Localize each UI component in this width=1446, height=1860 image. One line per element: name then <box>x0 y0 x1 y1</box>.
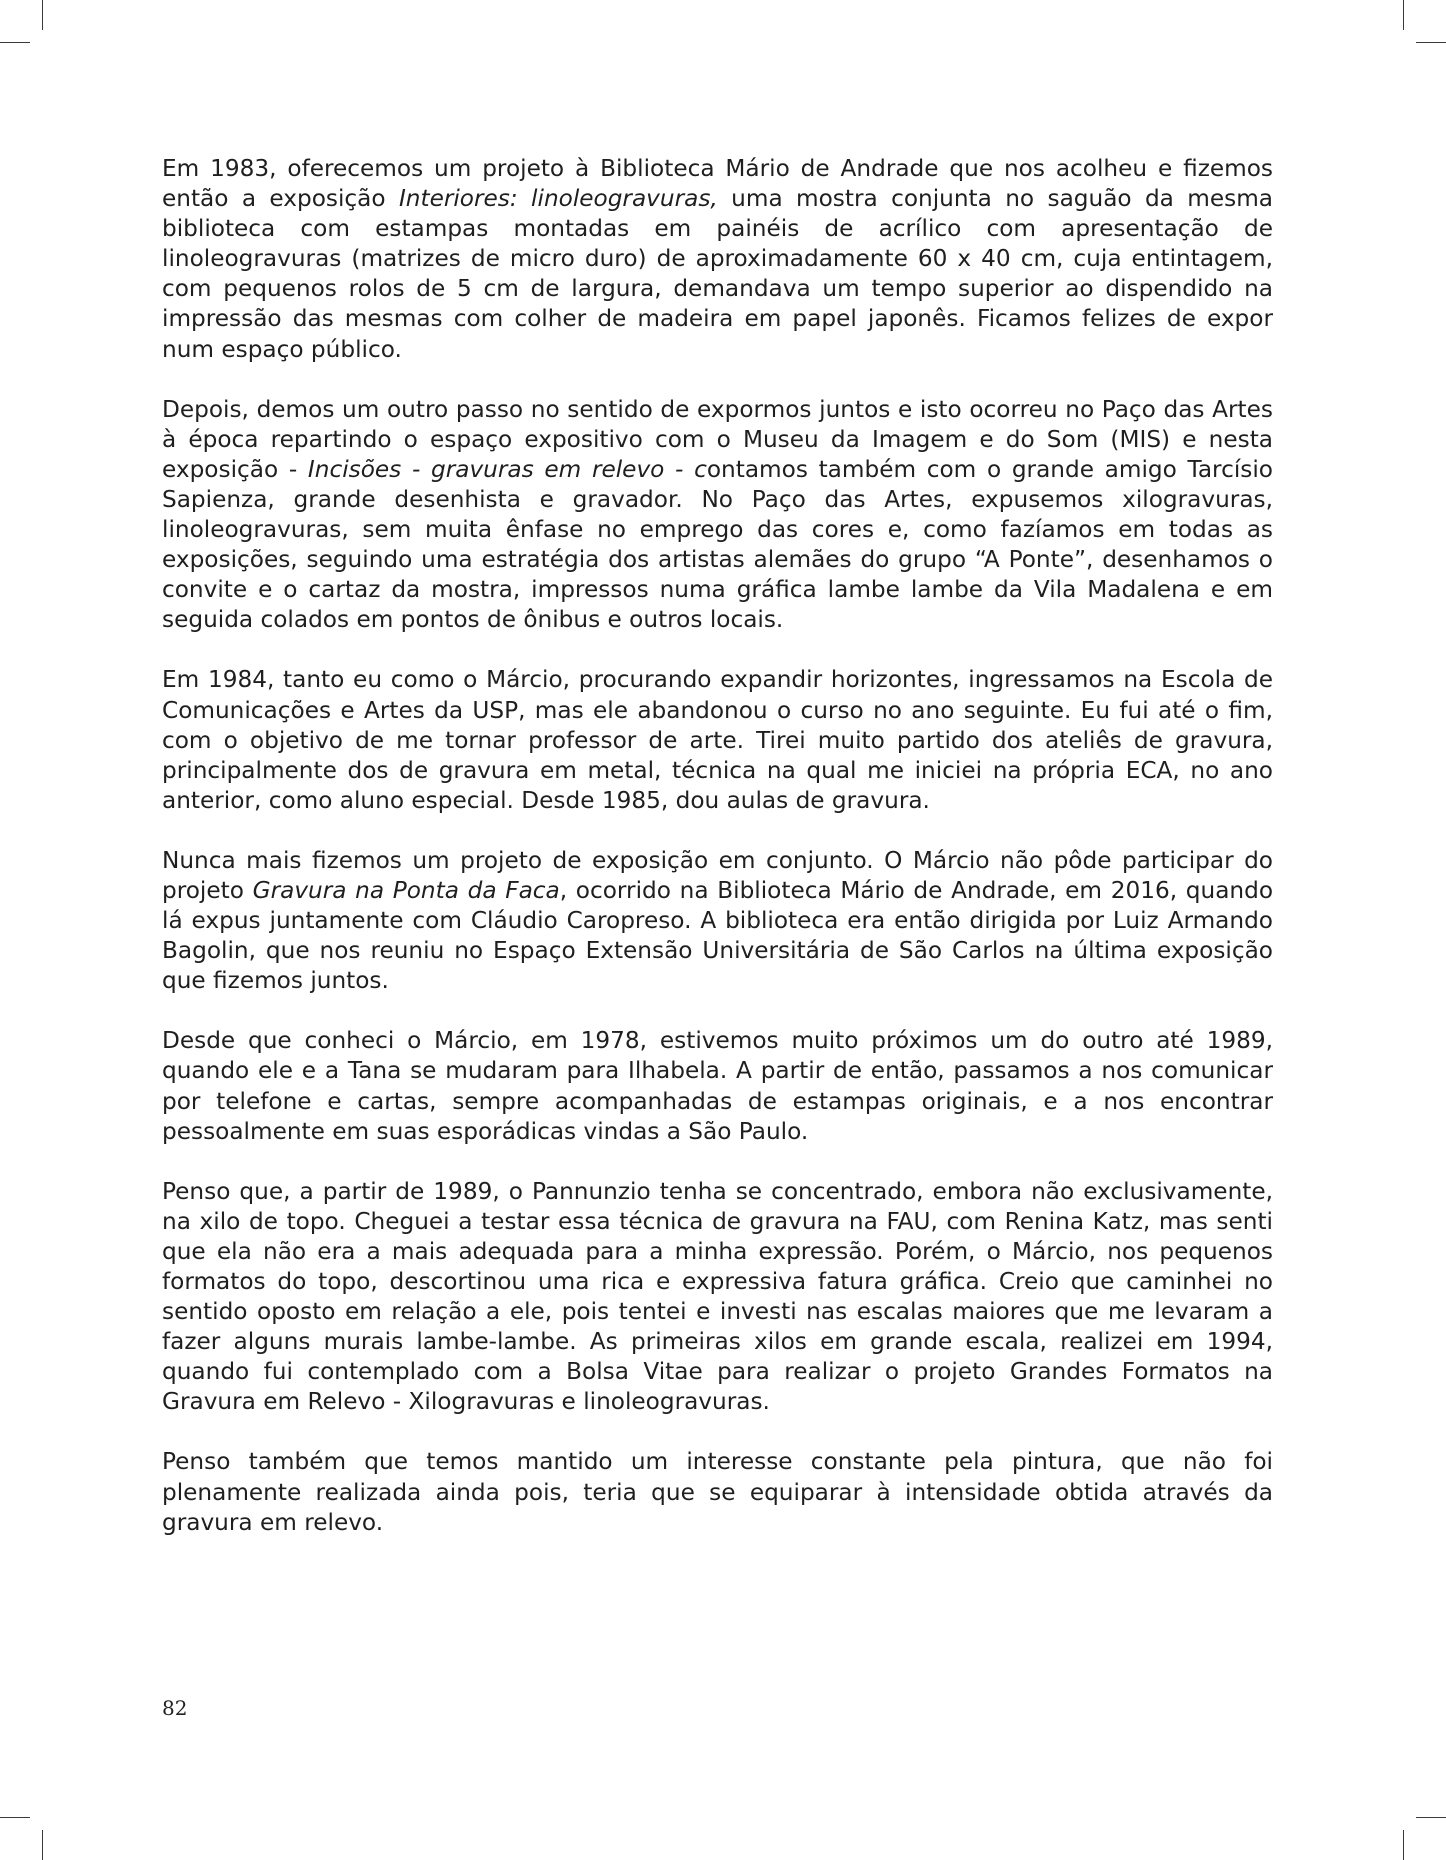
paragraph <box>162 1177 1273 1418</box>
text-run: Em 1984, tanto eu como o Márcio, procurando expandir horizontes, ingressamos na Escola de Comunicações e Artes da USP, mas ele abandonou o curso no ano seguinte. Eu fui até o fim, com o objetivo de me tornar professor de arte. Tirei muito partido dos ateliês de gravura, principalmente dos de gravura em metal, técnica na qual me iniciei na própria ECA, no ano anterior, como aluno especial. Desde 1985, dou aulas de gravura. <box>162 666 1273 814</box>
text-run: Depois, demos um outro passo no sentido de expormos juntos e isto ocorreu no Paço das Artes à época repartindo o espaço expositivo com o Museu da Imagem e do Som (MIS) e nesta exposição - <box>162 395 1273 483</box>
crop-mark-bottom-left-horizontal <box>0 1817 30 1818</box>
text-run: , ocorrido na Biblioteca Mário de Andrade, em 2016, quando lá expus juntamente com Cláudio Caropreso. A biblioteca era então dirigida por Luiz Armando Bagolin, que nos reuniu no Espaço Extensão Universitária de São Carlos na última exposição que fizemos juntos. <box>162 876 1274 995</box>
paragraph <box>162 1026 1273 1146</box>
text-run: Penso também que temos mantido um interesse constante pela pintura, que não foi plenamente realizada ainda pois, teria que se equiparar à intensidade obtida através da gravura em relevo. <box>162 1448 1273 1536</box>
text-run: Penso que, a partir de 1989, o Pannunzio tenha se concentrado, embora não exclusivamente, na xilo de topo. Cheguei a testar essa técnica de gravura na FAU, com Renina Katz, mas senti que ela não era a mais adequada para a minha expressão. Porém, o Márcio, nos pequenos formatos do topo, descortinou uma rica e expressiva fatura gráfica. Creio que caminhei no sentido oposto em relação a ele, pois tentei e investi nas escalas maiores que me levaram a fazer alguns murais lambe-lambe. As primeiras xilos em grande escala, realizei em 1994, quando fui contemplado com a Bolsa Vitae para realizar o projeto Grandes Formatos na Gravura em Relevo - Xilogravuras e linoleogravuras. <box>162 1177 1273 1416</box>
crop-mark-top-left-vertical <box>42 0 43 30</box>
crop-mark-top-right-vertical <box>1403 0 1404 30</box>
crop-mark-bottom-right-horizontal <box>1416 1817 1446 1818</box>
crop-mark-bottom-left-vertical <box>42 1830 43 1860</box>
paragraph <box>162 395 1273 636</box>
text-run: Em 1983, oferecemos um projeto à Biblioteca Mário de Andrade que nos acolheu e fizemos então a exposição <box>162 155 1273 213</box>
text-run: Desde que conheci o Márcio, em 1978, estivemos muito próximos um do outro até 1989, quando ele e a Tana se mudaram para Ilhabela. A partir de então, passamos a nos comunicar por telefone e cartas, sempre acompanhadas de estampas originais, e a nos encontrar pessoalmente em suas esporádicas vindas a São Paulo. <box>162 1027 1273 1145</box>
crop-mark-top-right-horizontal <box>1416 42 1446 43</box>
text-run: Nunca mais fizemos um projeto de exposição em conjunto. O Márcio não pôde participar do projeto <box>162 846 1273 904</box>
text-run: ontamos também com o grande amigo Tarcísio Sapienza, grande desenhista e gravador. No Paço das Artes, expusemos xilogravuras, linoleogravuras, sem muita ênfase no emprego das cores e, como fazíamos em todas as exposições, seguindo uma estratégia dos artistas alemães do grupo “A Ponte”, desenhamos o convite e o cartaz da mostra, impressos numa gráfica lambe lambe da Vila Madalena e em seguida colados em pontos de ônibus e outros locais. <box>162 455 1273 634</box>
exhibition-title: Incisões - gravuras em relevo - c <box>307 455 707 483</box>
text-run: uma mostra conjunta no saguão da mesma biblioteca com estampas montadas em painéis de acrílico com apresentação de linoleogravuras (matrizes de micro duro) de aproximadamente 60 x 40 cm, cuja entintagem, com pequenos rolos de 5 cm de largura, demandava um tempo superior ao dispendido na impressão das mesmas com colher de madeira em papel japonês. Ficamos felizes de expor num espaço público. <box>162 185 1273 363</box>
crop-mark-top-left-horizontal <box>0 42 30 43</box>
exhibition-title: Interiores: linoleogravuras, <box>398 185 718 213</box>
page-body <box>162 154 1273 1568</box>
paragraph <box>162 665 1273 815</box>
page-number: 82 <box>162 1696 188 1720</box>
crop-mark-bottom-right-vertical <box>1403 1830 1404 1860</box>
exhibition-title: Gravura na Ponta da Faca <box>252 876 560 904</box>
paragraph <box>162 1447 1273 1537</box>
paragraph <box>162 846 1273 996</box>
paragraph <box>162 154 1273 365</box>
